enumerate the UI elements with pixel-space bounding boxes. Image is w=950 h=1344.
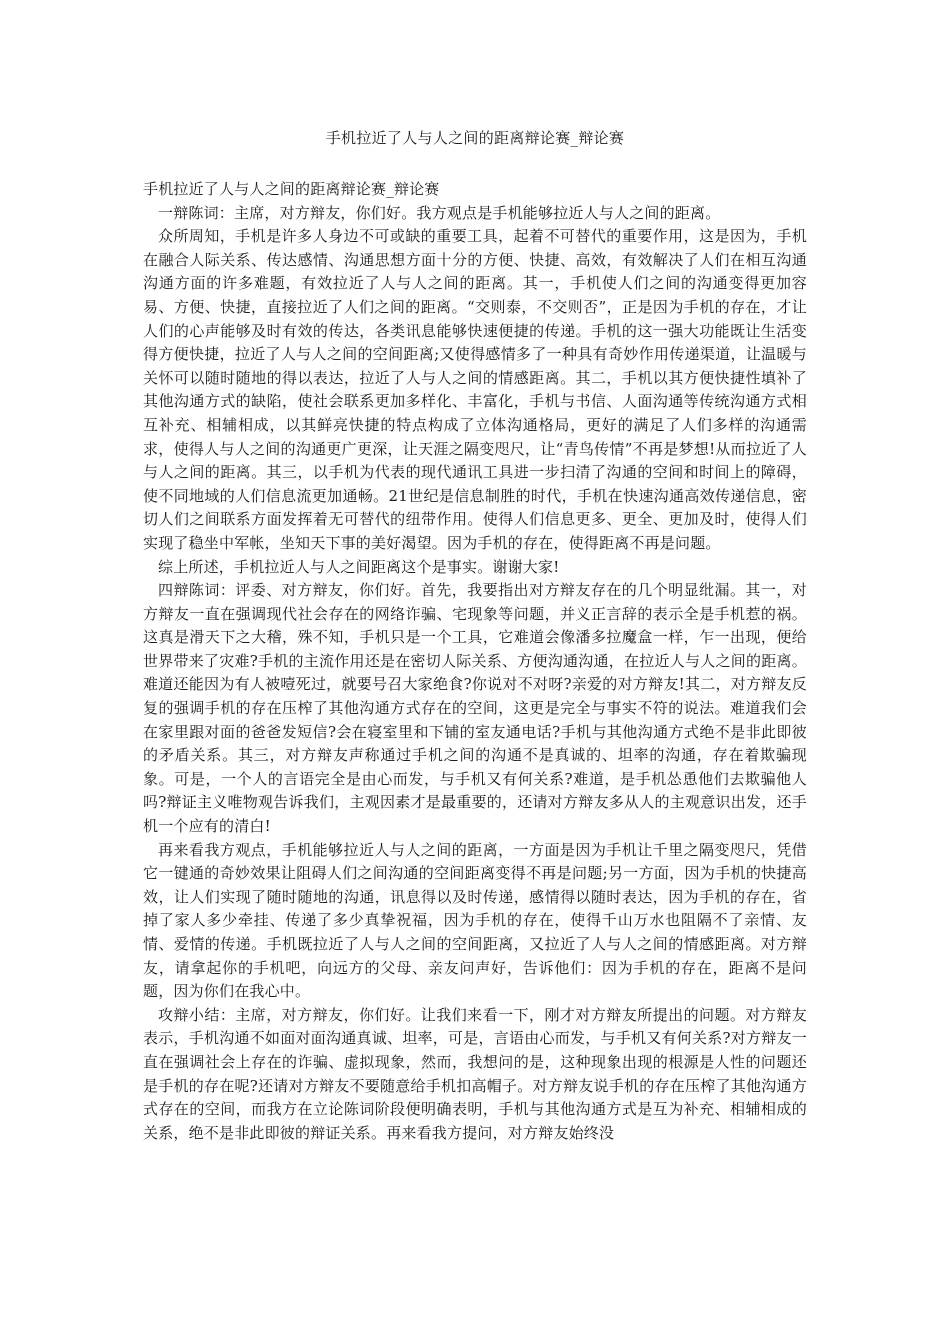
paragraph-first-debater-opening: 一辩陈词：主席，对方辩友，你们好。我方观点是手机能够拉近人与人之间的距离。 — [158, 203, 721, 222]
page-title: 手机拉近了人与人之间的距离辩论赛_辩论赛 — [325, 129, 625, 147]
document-subtitle: 手机拉近了人与人之间的距离辩论赛_辩论赛 — [143, 180, 440, 198]
paragraph-fourth-debater-rebuttal: 四辩陈词：评委、对方辩友，你们好。首先，我要指出对方辩友存在的几个明显纰漏。其一，对方辩友一直在强调现代社会存在的网络诈骗、宅现象等问题，并义正言辞的表示全是手机惹的祸。这真是滑天下之大稽，殊不知，手机只是一个工具，它难道会像潘多拉魔盒一样，乍一出现，便给世界带来了灾难?手机的主流作用还是在密切人际关系、方便沟通沟通，在拉近人与人之间的距离。难道还能因为有人被噎死过，就要号召大家绝食?你说对不对呀?亲爱的对方辩友!其二，对方辩友反复的强调手机的存在压榨了其他沟通方式存在的空间，这更是完全与事实不符的说法。难道我们会在家里跟对面的爸爸发短信?会在寝室里和下铺的室友通电话?手机与其他沟通方式绝不是非此即彼的矛盾关系。其三，对方辩友声称通过手机之间的沟通不是真诚的、坦率的沟通，存在着欺骗现象。可是，一个人的言语完全是由心而发，与手机又有何关系?难道，是手机怂恿他们去欺骗他人吗?辩证主义唯物观告诉我们，主观因素才是最重要的，还请对方辩友多从人的主观意识出发，还手机一个应有的清白! — [143, 581, 807, 836]
paragraph-cross-exam-summary: 攻辩小结：主席，对方辩友，你们好。让我们来看一下，刚才对方辩友所提出的问题。对方辩友表示，手机沟通不如面对面沟通真诚、坦率，可是，言语由心而发，与手机又有何关系?对方辩友一直在强调社会上存在的诈骗、虚拟现象，然而，我想问的是，这种现象出现的根源是人性的问题还是手机的存在呢?还请对方辩友不要随意给手机扣高帽子。对方辩友说手机的存在压榨了其他沟通方式存在的空间，而我方在立论陈词阶段便明确表明，手机与其他沟通方式是互为补充、相辅相成的关系，绝不是非此即彼的辩证关系。再来看我方提问，对方辩友始终没 — [143, 1005, 807, 1142]
paragraph-fourth-debater-position: 再来看我方观点，手机能够拉近人与人之间的距离，一方面是因为手机让千里之隔变咫尺，凭借它一键通的奇妙效果让阻碍人们之间沟通的空间距离变得不再是问题;另一方面，因为手机的快捷高效，让人们实现了随时随地的沟通，讯息得以及时传递，感情得以随时表达，因为手机的存在，省掉了家人多少牵挂、传递了多少真挚祝福，因为手机的存在，使得千山万水也阻隔不了亲情、友情、爱情的传递。手机既拉近了人与人之间的空间距离，又拉近了人与人之间的情感距离。对方辩友，请拿起你的手机吧，向远方的父母、亲友问声好，告诉他们：因为手机的存在，距离不是问题，因为你们在我心中。 — [143, 840, 807, 1001]
paragraph-first-debater-argument: 众所周知，手机是许多人身边不可或缺的重要工具，起着不可替代的重要作用，这是因为，手机在融合人际关系、传达感情、沟通思想方面十分的方便、快捷、高效，有效解决了人们在相互沟通沟通方面的许多难题，有效拉近了人与人之间的距离。其一，手机使人们之间的沟通变得更加容易、方便、快捷，直接拉近了人们之间的距离。“交则泰，不交则否”，正是因为手机的存在，才让人们的心声能够及时有效的传达，各类讯息能够快速便捷的传递。手机的这一强大功能既让生活变得方便快捷，拉近了人与人之间的空间距离;又使得感情多了一种具有奇妙作用传递渠道，让温暖与关怀可以随时随地的得以表达，拉近了人与人之间的情感距离。其二，手机以其方便快捷性填补了其他沟通方式的缺陷，使社会联系更加多样化、丰富化，手机与书信、人面沟通等传统沟通方式相互补充、相辅相成，以其鲜亮快捷的特点构成了立体沟通格局，更好的满足了人们多样的沟通需求，使得人与人之间的沟通更广更深，让天涯之隔变咫尺，让“青鸟传情”不再是梦想!从而拉近了人与人之间的距离。其三，以手机为代表的现代通讯工具进一步扫清了沟通的空间和时间上的障碍，使不同地域的人们信息流更加通畅。21世纪是信息制胜的时代，手机在快速沟通高效传递信息，密切人们之间联系方面发挥着无可替代的纽带作用。使得人们信息更多、更全、更加及时，使得人们实现了稳坐中军帐，坐知天下事的美好渴望。因为手机的存在，使得距离不再是问题。 — [143, 227, 807, 552]
paragraph-first-debater-conclusion: 综上所述，手机拉近人与人之间距离这个是事实。谢谢大家! — [158, 557, 560, 576]
document-body — [143, 178, 807, 1145]
